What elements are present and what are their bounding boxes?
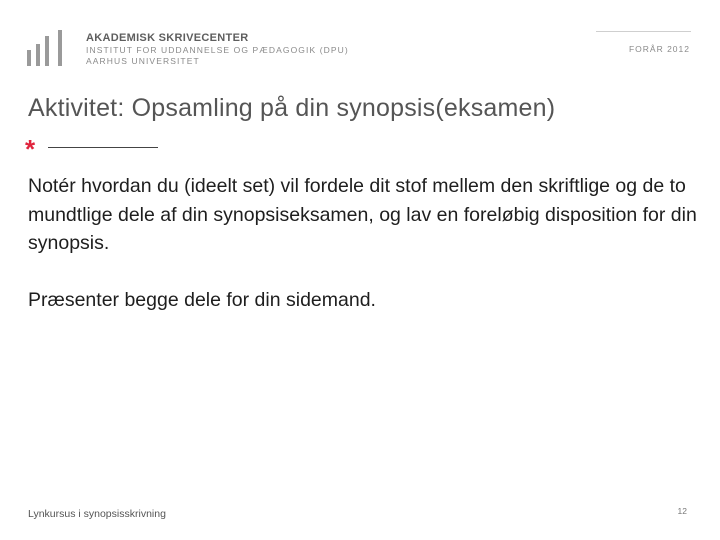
body-paragraph-instruction: Notér hvordan du (ideelt set) vil fordele dit stof mellem den skriftlige og de to mundtlige dele af din synopsiseksamen, og lav en foreløbig disposition for din synopsis. bbox=[28, 175, 697, 254]
footer-course: Lynkursus i synopsisskrivning bbox=[28, 508, 166, 520]
asterisk-icon: * bbox=[25, 134, 36, 164]
au-columns-logo-icon bbox=[27, 30, 67, 66]
page-number: 12 bbox=[677, 506, 687, 516]
body-paragraph-present: Præsenter begge dele for din sidemand. bbox=[28, 288, 376, 311]
header-date: FORÅR 2012 bbox=[628, 44, 690, 54]
slide-body bbox=[28, 172, 698, 342]
org-university: AARHUS UNIVERSITET bbox=[86, 56, 200, 66]
org-block bbox=[86, 32, 349, 67]
org-name: AKADEMISK SKRIVECENTER bbox=[86, 32, 249, 44]
org-department: INSTITUT FOR UDDANNELSE OG PÆDAGOGIK (DPU) bbox=[86, 45, 349, 55]
slide-title: Aktivitet: Opsamling på din synopsis(eksamen) bbox=[28, 94, 556, 122]
header-divider bbox=[596, 31, 691, 32]
title-underline bbox=[48, 147, 158, 148]
